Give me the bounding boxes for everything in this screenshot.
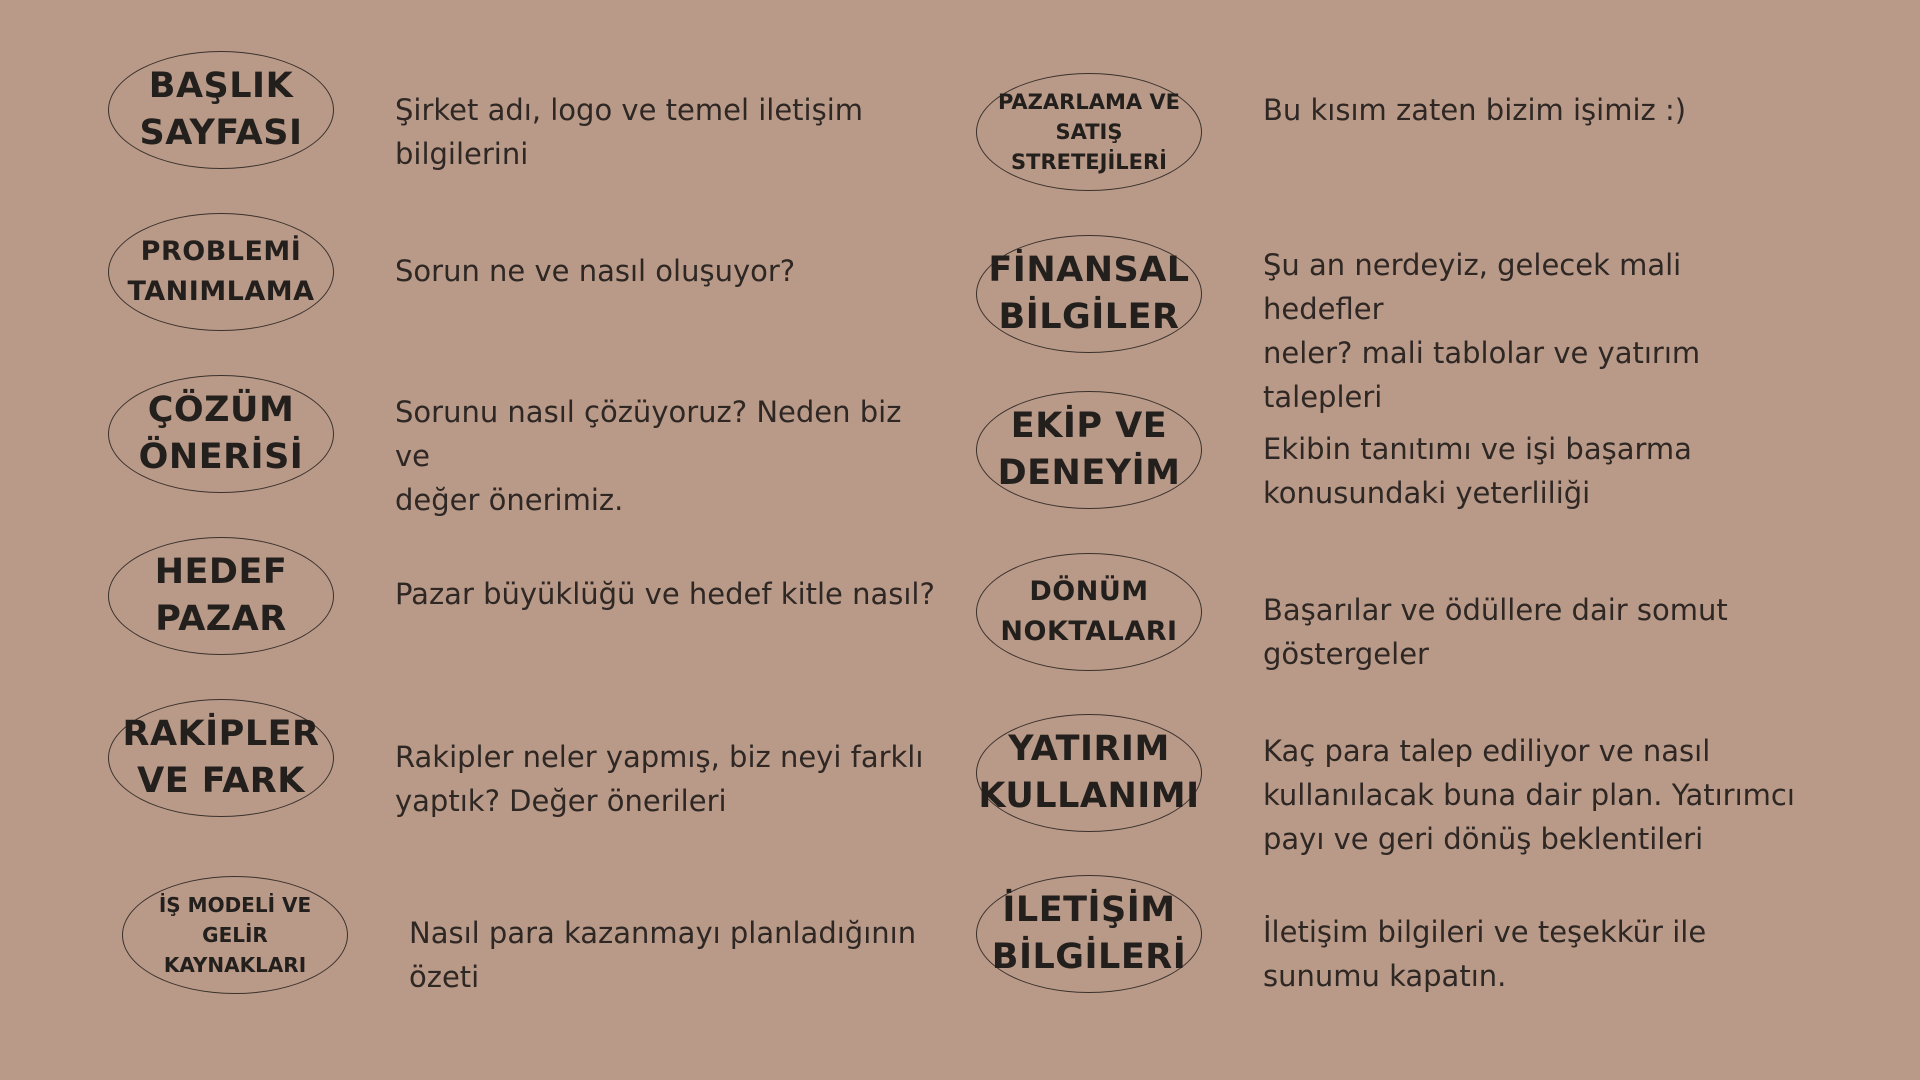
section-oval-cozum-onerisi bbox=[108, 375, 334, 493]
section-oval-donum-noktalari bbox=[976, 553, 1202, 671]
section-desc-pazarlama: Bu kısım zaten bizim işimiz :) bbox=[1263, 93, 1687, 127]
section-label: PAZARLAMA VE SATIŞ STRETEJİLERİ bbox=[997, 90, 1181, 174]
section-label: EKİP VE DENEYİM bbox=[997, 406, 1181, 493]
section-oval-yatirim-kullanimi bbox=[976, 714, 1202, 832]
section-oval-problemi-tanimlama bbox=[108, 213, 334, 331]
section-oval-pazarlama bbox=[976, 73, 1202, 191]
section-label: İŞ MODELİ VE GELİR KAYNAKLARI bbox=[158, 893, 312, 977]
section-label: RAKİPLER VE FARK bbox=[122, 714, 320, 801]
section-oval-iletisim-bilgileri bbox=[976, 875, 1202, 993]
section-label: İLETİŞİM BİLGİLERİ bbox=[991, 890, 1187, 977]
section-label: YATIRIM KULLANIMI bbox=[978, 729, 1200, 816]
section-desc-baslik-sayfasi: Şirket adı, logo ve temel iletişim bilgilerini bbox=[395, 93, 864, 171]
section-oval-ekip-ve-deneyim bbox=[976, 391, 1202, 509]
section-desc-yatirim-kullanimi: Kaç para talep ediliyor ve nasıl kullanılacak buna dair plan. Yatırımcı payı ve geri dönüş beklentileri bbox=[1263, 734, 1795, 856]
section-oval-baslik-sayfasi bbox=[108, 51, 334, 169]
section-desc-donum-noktalari: Başarılar ve ödüllere dair somut göstergeler bbox=[1263, 593, 1728, 671]
section-desc-hedef-pazar: Pazar büyüklüğü ve hedef kitle nasıl? bbox=[395, 577, 935, 611]
section-desc-ekip-ve-deneyim: Ekibin tanıtımı ve işi başarma konusundaki yeterliliği bbox=[1263, 432, 1692, 510]
section-oval-rakipler-ve-fark bbox=[108, 699, 334, 817]
section-label: PROBLEMİ TANIMLAMA bbox=[127, 236, 315, 307]
section-desc-is-modeli: Nasıl para kazanmayı planladığının özeti bbox=[409, 916, 917, 994]
section-label: DÖNÜM NOKTALARI bbox=[1000, 576, 1178, 647]
section-desc-finansal-bilgiler: Şu an nerdeyiz, gelecek mali hedefler neler? mali tablolar ve yatırım talepleri bbox=[1263, 248, 1701, 414]
section-desc-cozum-onerisi: Sorunu nasıl çözüyoruz? Neden biz ve değer önerimiz. bbox=[395, 395, 902, 517]
section-oval-is-modeli bbox=[122, 876, 348, 994]
section-oval-finansal-bilgiler bbox=[976, 235, 1202, 353]
section-label: ÇÖZÜM ÖNERİSİ bbox=[138, 390, 304, 477]
section-label: FİNANSAL BİLGİLER bbox=[988, 250, 1190, 337]
section-desc-problemi-tanimlama: Sorun ne ve nasıl oluşuyor? bbox=[395, 254, 796, 288]
section-oval-hedef-pazar bbox=[108, 537, 334, 655]
section-label: BAŞLIK SAYFASI bbox=[139, 66, 303, 153]
section-desc-rakipler-ve-fark: Rakipler neler yapmış, biz neyi farklı yaptık? Değer önerileri bbox=[395, 740, 924, 818]
section-label: HEDEF PAZAR bbox=[154, 552, 288, 639]
section-desc-iletisim-bilgileri: İletişim bilgileri ve teşekkür ile sunumu kapatın. bbox=[1263, 915, 1707, 993]
